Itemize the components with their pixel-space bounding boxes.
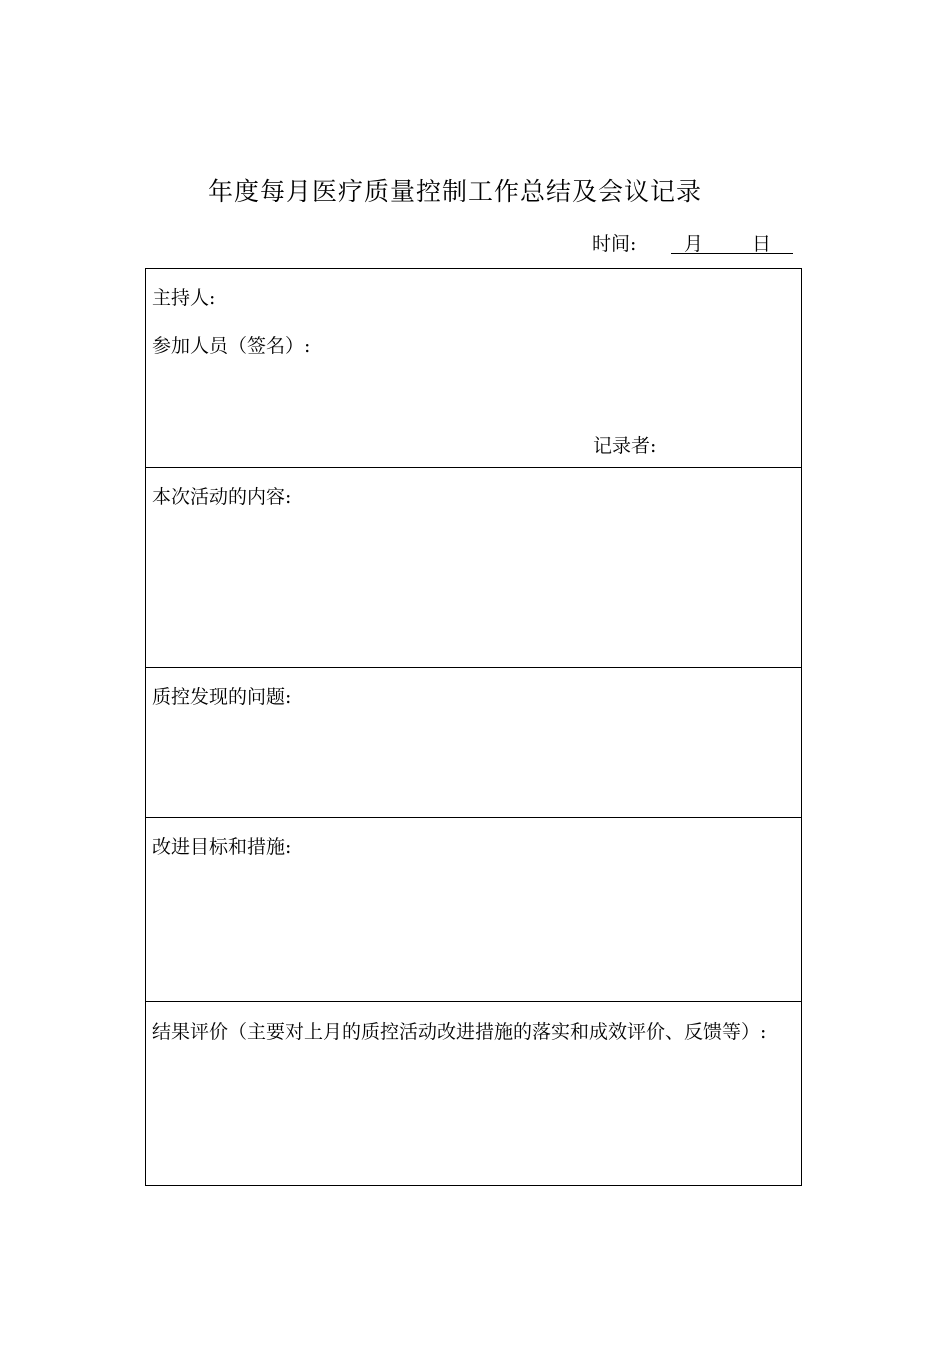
recorder-label: 记录者: <box>593 435 657 457</box>
issues-found-label: 质控发现的问题: <box>152 686 292 708</box>
date-line <box>592 229 772 256</box>
result-evaluation-label: 结果评价（主要对上月的质控活动改进措施的落实和成效评价、反馈等）: <box>152 1021 767 1043</box>
document-title: 年度每月医疗质量控制工作总结及会议记录 <box>207 177 702 206</box>
date-label: 时间: <box>592 233 637 255</box>
section-improvement-measures[interactable] <box>146 818 801 1002</box>
section-activity-content[interactable] <box>146 468 801 668</box>
record-form <box>145 268 802 1186</box>
section-result-evaluation[interactable] <box>146 1002 801 1185</box>
section-attendance[interactable] <box>146 269 801 468</box>
month-label: 月 <box>684 233 704 255</box>
day-label: 日 <box>752 233 772 255</box>
improvement-measures-label: 改进目标和措施: <box>152 836 292 858</box>
participants-label: 参加人员（签名）: <box>152 335 311 357</box>
section-issues-found[interactable] <box>146 668 801 818</box>
activity-content-label: 本次活动的内容: <box>152 486 292 508</box>
host-label: 主持人: <box>152 287 216 309</box>
